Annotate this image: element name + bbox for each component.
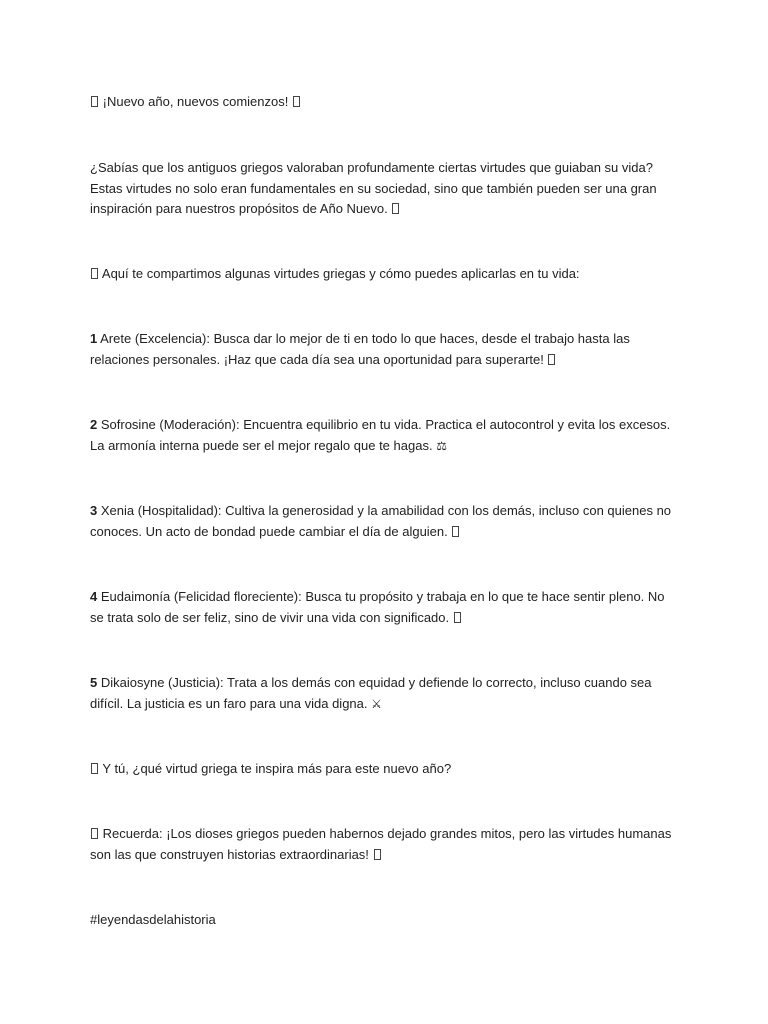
- virtue-number: 5: [90, 675, 98, 690]
- virtue-text: Dikaiosyne (Justicia): Trata a los demás con equidad y defiende lo correcto, incluso cuando sea difícil. La justicia es un faro para una vida digna.: [90, 675, 652, 711]
- question-paragraph: [90, 759, 680, 780]
- hashtag: [90, 910, 680, 931]
- virtue-number: 1: [90, 331, 98, 346]
- crossed-swords-icon: ⚔: [371, 696, 382, 711]
- virtue-item: [90, 673, 680, 714]
- missing-emoji-icon: [452, 526, 459, 537]
- virtue-item: [90, 587, 680, 628]
- missing-emoji-icon: [374, 849, 381, 860]
- virtue-number: 4: [90, 589, 98, 604]
- question-text: Y tú, ¿qué virtud griega te inspira más para este nuevo año?: [102, 761, 452, 776]
- document-page: [90, 0, 680, 1024]
- virtue-text: Xenia (Hospitalidad): Cultiva la generosidad y la amabilidad con los demás, incluso con quienes no conoces. Un acto de bondad puede cambiar el día de alguien.: [90, 503, 672, 539]
- balance-scale-icon: ⚖: [436, 438, 447, 453]
- post-title-text: ¡Nuevo año, nuevos comienzos!: [102, 94, 289, 109]
- lead-paragraph: [90, 264, 680, 285]
- reminder-text: Recuerda: ¡Los dioses griegos pueden habernos dejado grandes mitos, pero las virtudes humanas son las que construyen historias extraordinarias!: [90, 826, 672, 862]
- virtue-item: [90, 329, 680, 370]
- missing-emoji-icon: [454, 612, 461, 623]
- virtue-text: Eudaimonía (Felicidad floreciente): Busca tu propósito y trabaja en lo que te hace sentir pleno. No se trata solo de ser feliz, sino de vivir una vida con significado.: [90, 589, 665, 625]
- missing-emoji-icon: [293, 96, 300, 107]
- intro-text: ¿Sabías que los antiguos griegos valoraban profundamente ciertas virtudes que guiaban su vida? Estas virtudes no solo eran fundamentales en su sociedad, sino que también pueden ser una gran inspiración para nuestros propósitos de Año Nuevo.: [90, 160, 657, 216]
- missing-emoji-icon: [91, 763, 98, 774]
- virtue-text: Arete (Excelencia): Busca dar lo mejor de ti en todo lo que haces, desde el trabajo hasta las relaciones personales. ¡Haz que cada día sea una oportunidad para superarte!: [90, 331, 630, 367]
- intro-paragraph: [90, 158, 680, 220]
- hashtag-text: #leyendasdelahistoria: [90, 912, 216, 927]
- missing-emoji-icon: [91, 268, 98, 279]
- virtue-item: [90, 415, 680, 456]
- virtue-number: 2: [90, 417, 98, 432]
- lead-text: Aquí te compartimos algunas virtudes griegas y cómo puedes aplicarlas en tu vida:: [101, 266, 580, 281]
- missing-emoji-icon: [91, 828, 98, 839]
- reminder-paragraph: [90, 824, 680, 865]
- post-title: [90, 92, 680, 113]
- missing-emoji-icon: [392, 203, 399, 214]
- virtue-text: Sofrosine (Moderación): Encuentra equilibrio en tu vida. Practica el autocontrol y evita los excesos. La armonía interna puede ser el mejor regalo que te hagas.: [90, 417, 671, 453]
- missing-emoji-icon: [548, 354, 555, 365]
- missing-emoji-icon: [91, 96, 98, 107]
- virtue-item: [90, 501, 680, 542]
- virtue-number: 3: [90, 503, 98, 518]
